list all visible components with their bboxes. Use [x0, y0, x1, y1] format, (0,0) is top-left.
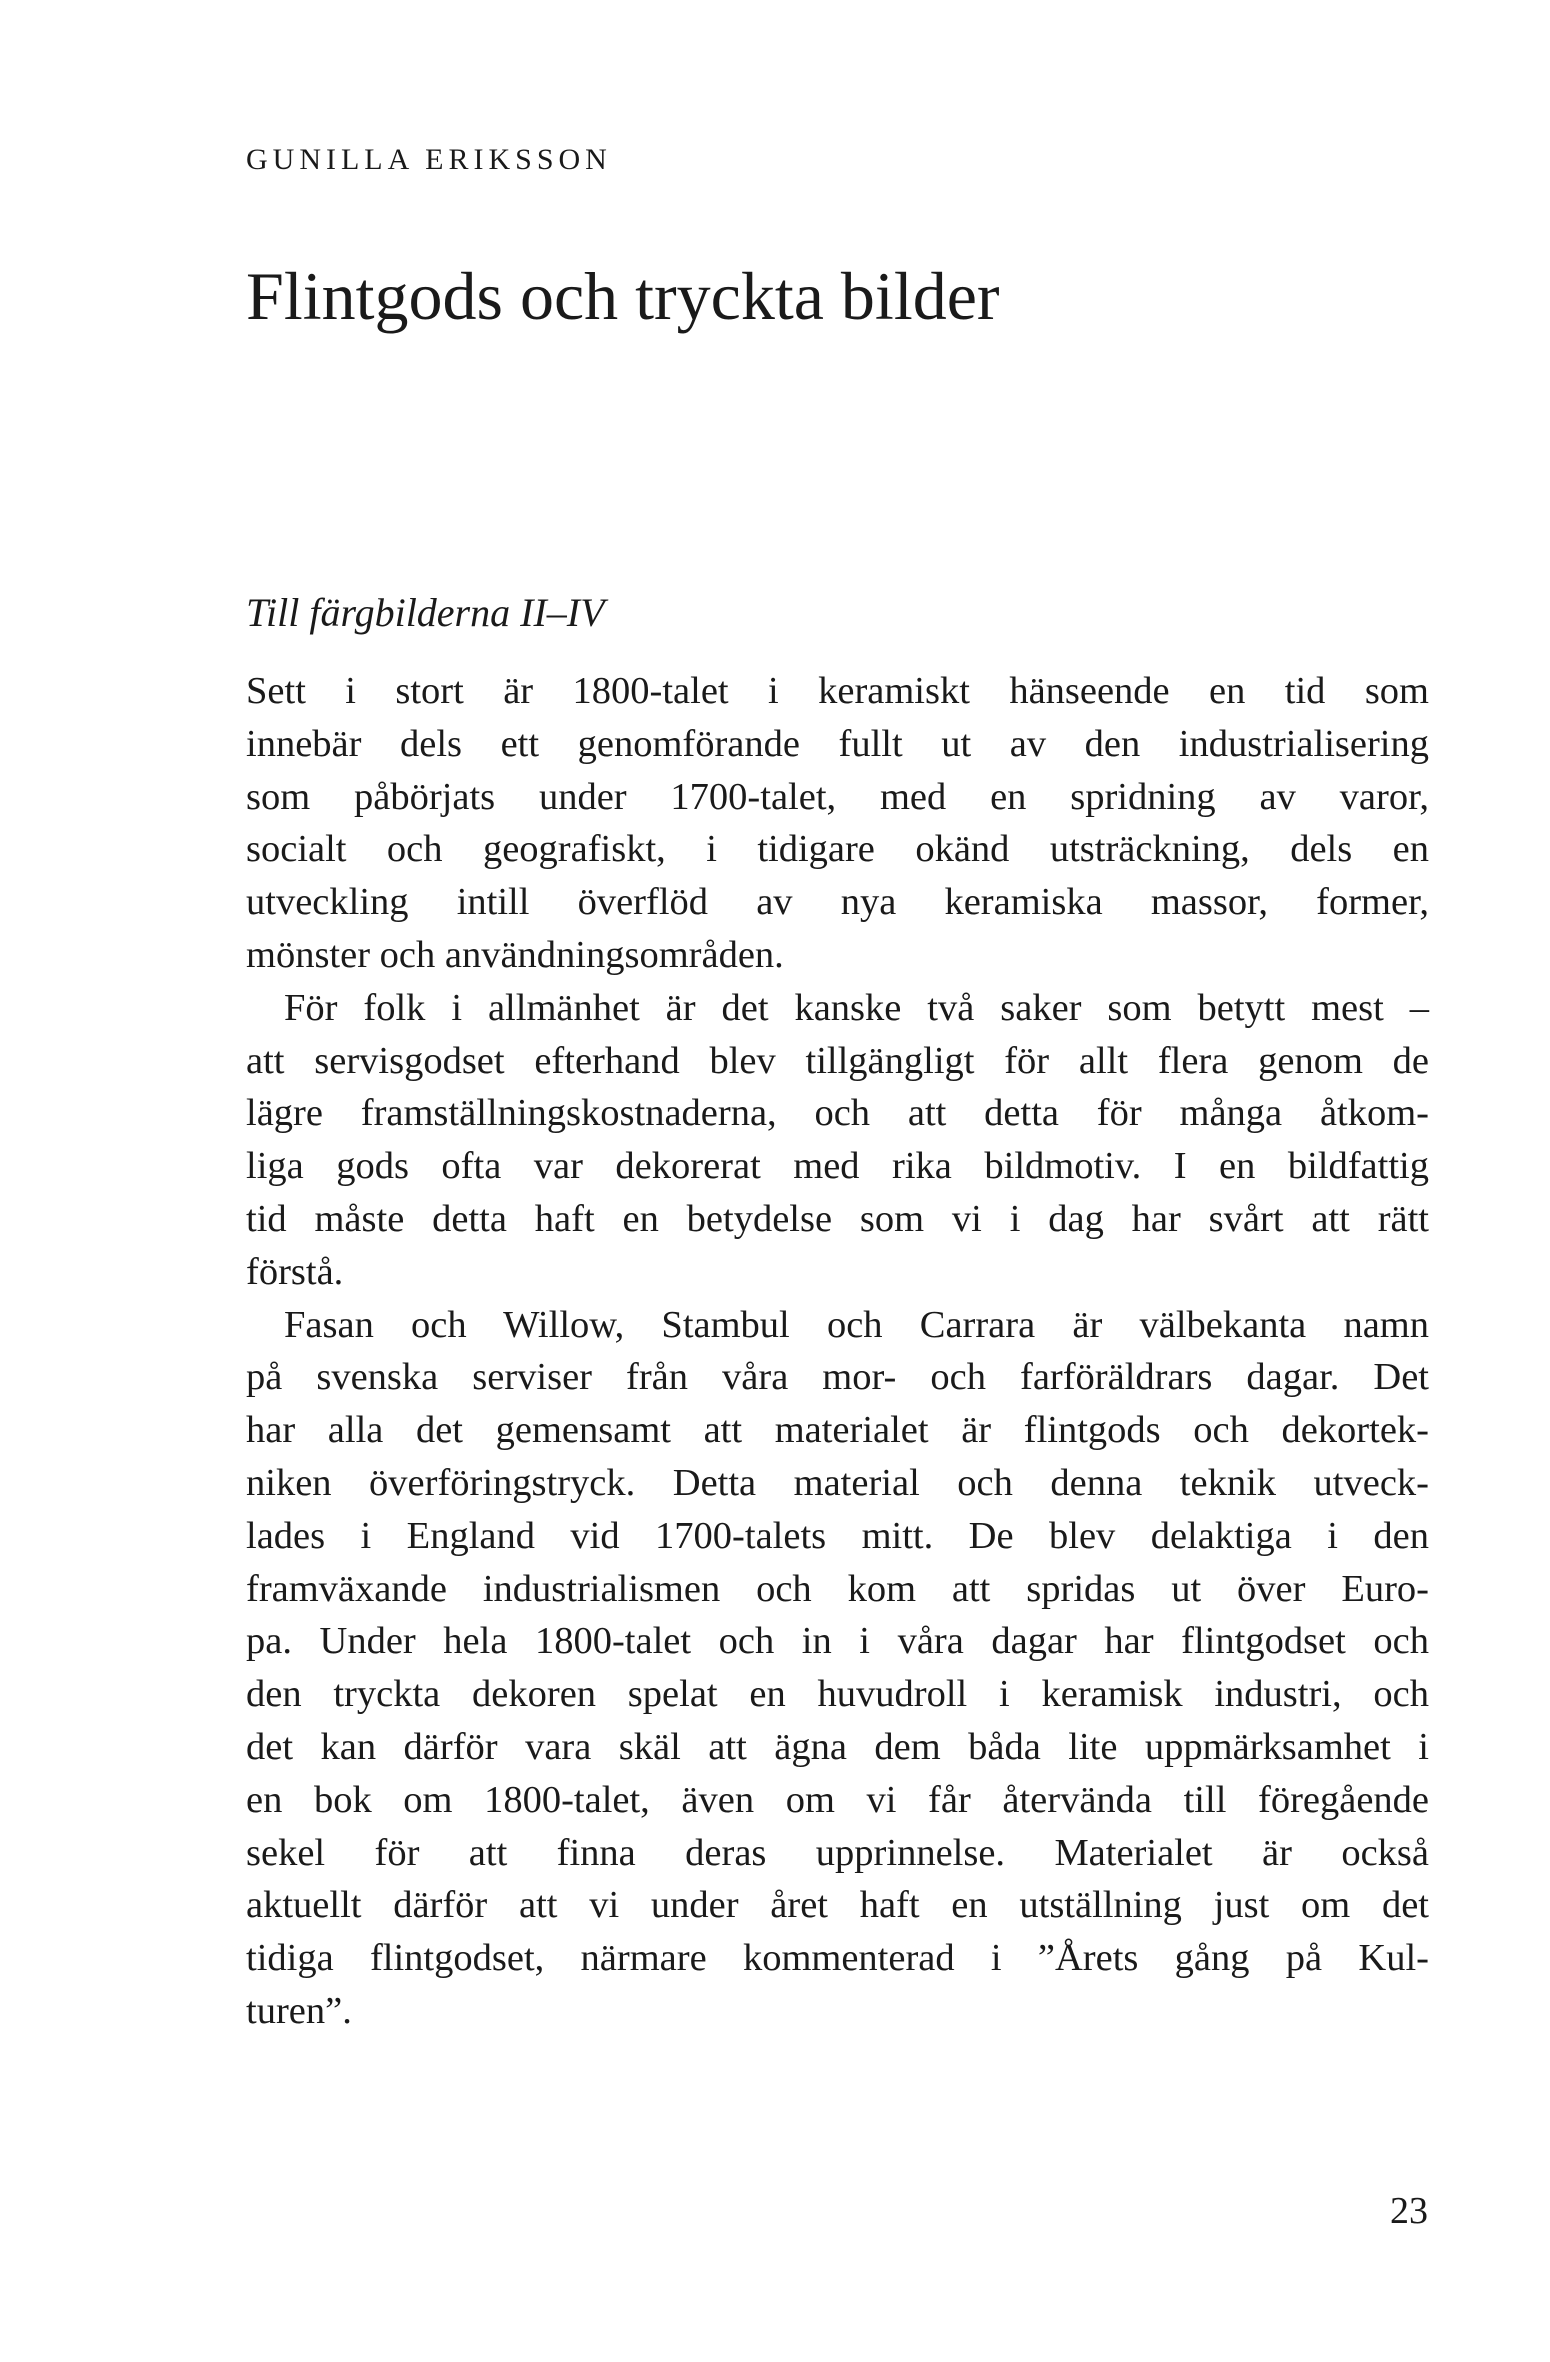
- paragraph-1: [246, 665, 1429, 982]
- body-text: [246, 665, 1429, 2038]
- text-line: det kan därför vara skäl att ägna dem båda lite uppmärksamhet i: [246, 1725, 1429, 1768]
- text-line: aktuellt därför att vi under året haft en utställning just om det: [246, 1884, 1429, 1927]
- article-title: Flintgods och tryckta bilder: [246, 258, 1000, 334]
- text-line: en bok om 1800-talet, även om vi får återvända till föregående: [246, 1778, 1429, 1821]
- text-line: socialt och geografiskt, i tidigare okänd utsträckning, dels en: [246, 828, 1429, 871]
- text-line: För folk i allmänhet är det kanske två saker som betytt mest –: [284, 986, 1429, 1029]
- author-name: GUNILLA ERIKSSON: [246, 143, 612, 176]
- page-number: 23: [1390, 2190, 1428, 2232]
- text-line: den tryckta dekoren spelat en huvudroll i keramisk industri, och: [246, 1673, 1429, 1716]
- text-line: lägre framställningskostnaderna, och att detta för många åtkom-: [246, 1092, 1429, 1135]
- text-line: innebär dels ett genomförande fullt ut av den industrialisering: [246, 722, 1429, 765]
- text-line: liga gods ofta var dekorerat med rika bildmotiv. I en bildfattig: [246, 1145, 1429, 1188]
- section-subheading: Till färgbilderna II–IV: [246, 590, 605, 635]
- text-line: turen”.: [246, 1989, 352, 2032]
- paragraph-3: [246, 1299, 1429, 2038]
- text-line: pa. Under hela 1800-talet och in i våra dagar har flintgodset och: [246, 1620, 1429, 1663]
- text-line: tidiga flintgodset, närmare kommenterad i ”Årets gång på Kul-: [246, 1937, 1429, 1980]
- text-line: sekel för att finna deras upprinnelse. Materialet är också: [246, 1831, 1429, 1874]
- text-line: på svenska serviser från våra mor- och farföräldrars dagar. Det: [246, 1356, 1429, 1399]
- text-line: förstå.: [246, 1250, 344, 1293]
- text-line: tid måste detta haft en betydelse som vi i dag har svårt att rätt: [246, 1197, 1429, 1240]
- text-line: mönster och användningsområden.: [246, 933, 784, 976]
- text-line: Fasan och Willow, Stambul och Carrara är välbekanta namn: [284, 1303, 1429, 1346]
- text-line: utveckling intill överflöd av nya keramiska massor, former,: [246, 881, 1429, 924]
- text-line: att servisgodset efterhand blev tillgängligt för allt flera genom de: [246, 1039, 1429, 1082]
- text-line: som påbörjats under 1700-talet, med en spridning av varor,: [246, 775, 1429, 818]
- text-line: har alla det gemensamt att materialet är flintgods och dekortek-: [246, 1409, 1429, 1452]
- text-line: lades i England vid 1700-talets mitt. De blev delaktiga i den: [246, 1514, 1429, 1557]
- text-line: niken överföringstryck. Detta material och denna teknik utveck-: [246, 1461, 1429, 1504]
- text-line: framväxande industrialismen och kom att spridas ut över Euro-: [246, 1567, 1429, 1610]
- paragraph-2: [246, 982, 1429, 1299]
- text-line: Sett i stort är 1800-talet i keramiskt hänseende en tid som: [246, 670, 1429, 712]
